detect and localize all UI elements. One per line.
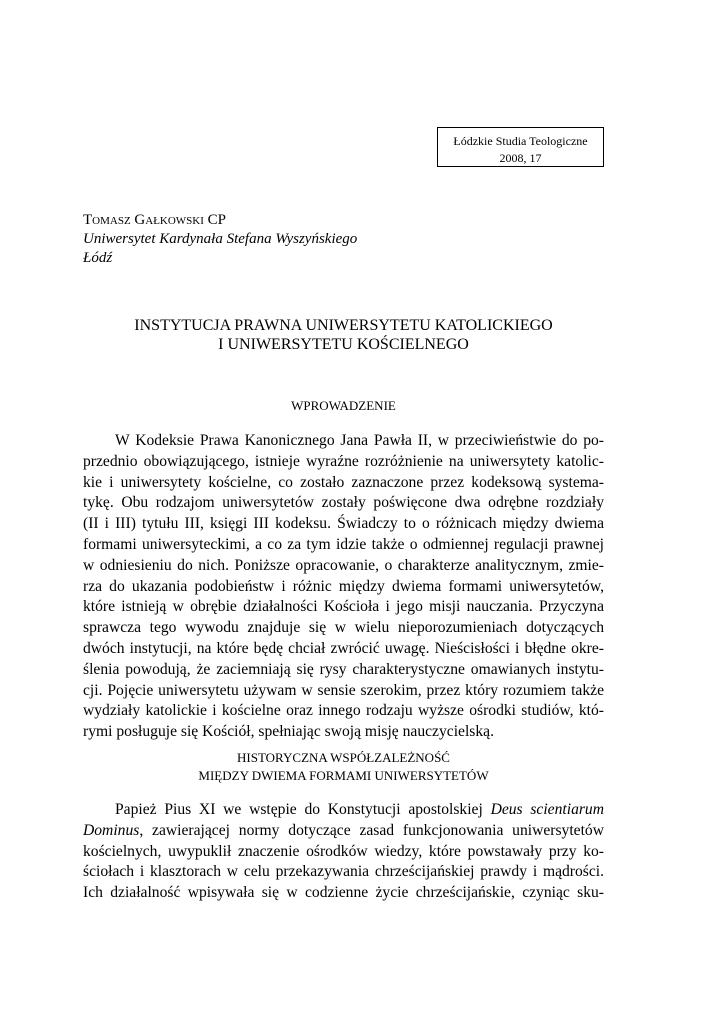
article-title [83, 316, 604, 354]
text-line: cji. Pojęcie uniwersytetu używam w sensie szerokim, przez który rozumiem także [83, 681, 604, 699]
text-line: (II i III) tytułu III, księgi III kodeksu. Świadczy to o różnicach między dwiema [83, 515, 604, 533]
text-line: kościelnych, uwypuklił znaczenie ośrodków wiedzy, które powstawały przy ko- [83, 842, 604, 860]
italic-title: Dominus [83, 821, 140, 839]
text-line: tykę. Obu rodzajom uniwersytetów zostały poświęcone dwa odrębne rozdziały [83, 494, 604, 512]
italic-title: Deus scientiarum [490, 801, 604, 818]
author-block [83, 211, 357, 268]
author-name: Tomasz Gałkowski CP [83, 212, 227, 228]
text-line: Ich działalność wpisywała się w codzienne życie chrześcijańskie, czyniąc sku- [83, 884, 604, 902]
text-line: ślenia powodują, że zaciemniają się rysy charakterystyczne omawianych instytu- [83, 660, 604, 678]
journal-issue: 2008, 17 [499, 151, 542, 165]
text-run: Papież Pius XI we wstępie do Konstytucji apostolskiej [115, 801, 491, 818]
text-line: rza do ukazania podobieństw i różnic między dwiema formami uniwersytetów, [83, 577, 604, 595]
journal-name: Łódzkie Studia Teologiczne [453, 134, 588, 148]
text-line: formami uniwersyteckimi, a co za tym idzie także o odmiennej regulacji prawnej [83, 535, 604, 553]
author-affiliation: Uniwersytet Kardynała Stefana Wyszyńskiego [83, 231, 358, 247]
text-line: ściołach i klasztorach w celu przekazywania chrześcijańskiej prawdy i mądrości. [83, 863, 604, 881]
text-line: które istnieją w obrębie działalności Kościoła i jego misji nauczania. Przyczyna [83, 598, 604, 616]
paragraph-introduction [83, 431, 604, 743]
author-city: Łódź [83, 250, 113, 266]
heading-line-2: MIĘDZY DWIEMA FORMAMI UNIWERSYTETÓW [198, 768, 489, 783]
text-line [83, 821, 604, 842]
text-line: dwóch instytucji, na które będę chciał zwrócić uwagę. Nieścisłości i błędne okre- [83, 639, 604, 657]
paragraph-historical [83, 800, 604, 904]
heading-line-1: HISTORYCZNA WSPÓŁZALEŻNOŚĆ [237, 750, 450, 765]
title-line-1: INSTYTUCJA PRAWNA UNIWERSYTETU KATOLICKIEGO [134, 317, 553, 334]
text-line: kie i uniwersytety kościelne, co zostało zaznaczone przez kodeksową systema- [83, 473, 604, 491]
text-line: rymi posługuje się Kościół, spełniając swoją misję nauczycielską. [83, 723, 494, 741]
text-line: sprawcza tego wywodu znajduje się w wielu nieporozumieniach dotyczących [83, 619, 604, 637]
journal-info-box [437, 127, 604, 167]
text-line: wydziały katolickie i kościelne oraz innego rodzaju wyższe ośrodki studiów, któ- [83, 702, 604, 720]
text-line: przednio obowiązującego, istnieje wyraźne rozróżnienie na uniwersytety katolic- [83, 452, 604, 470]
section-heading-introduction: WPROWADZENIE [291, 398, 396, 413]
text-line: W Kodeksie Prawa Kanonicznego Jana Pawła II, w przeciwieństwie do po- [115, 432, 604, 449]
text-line [83, 800, 604, 821]
section-heading-historical [83, 749, 604, 785]
title-line-2: I UNIWERSYTETU KOŚCIELNEGO [218, 336, 469, 353]
text-run: , zawierającej normy dotyczące zasad funkcjonowania uniwersytetów [139, 821, 604, 839]
text-line: w odniesieniu do nich. Poniższe opracowanie, o charakterze analitycznym, zmie- [83, 556, 604, 574]
